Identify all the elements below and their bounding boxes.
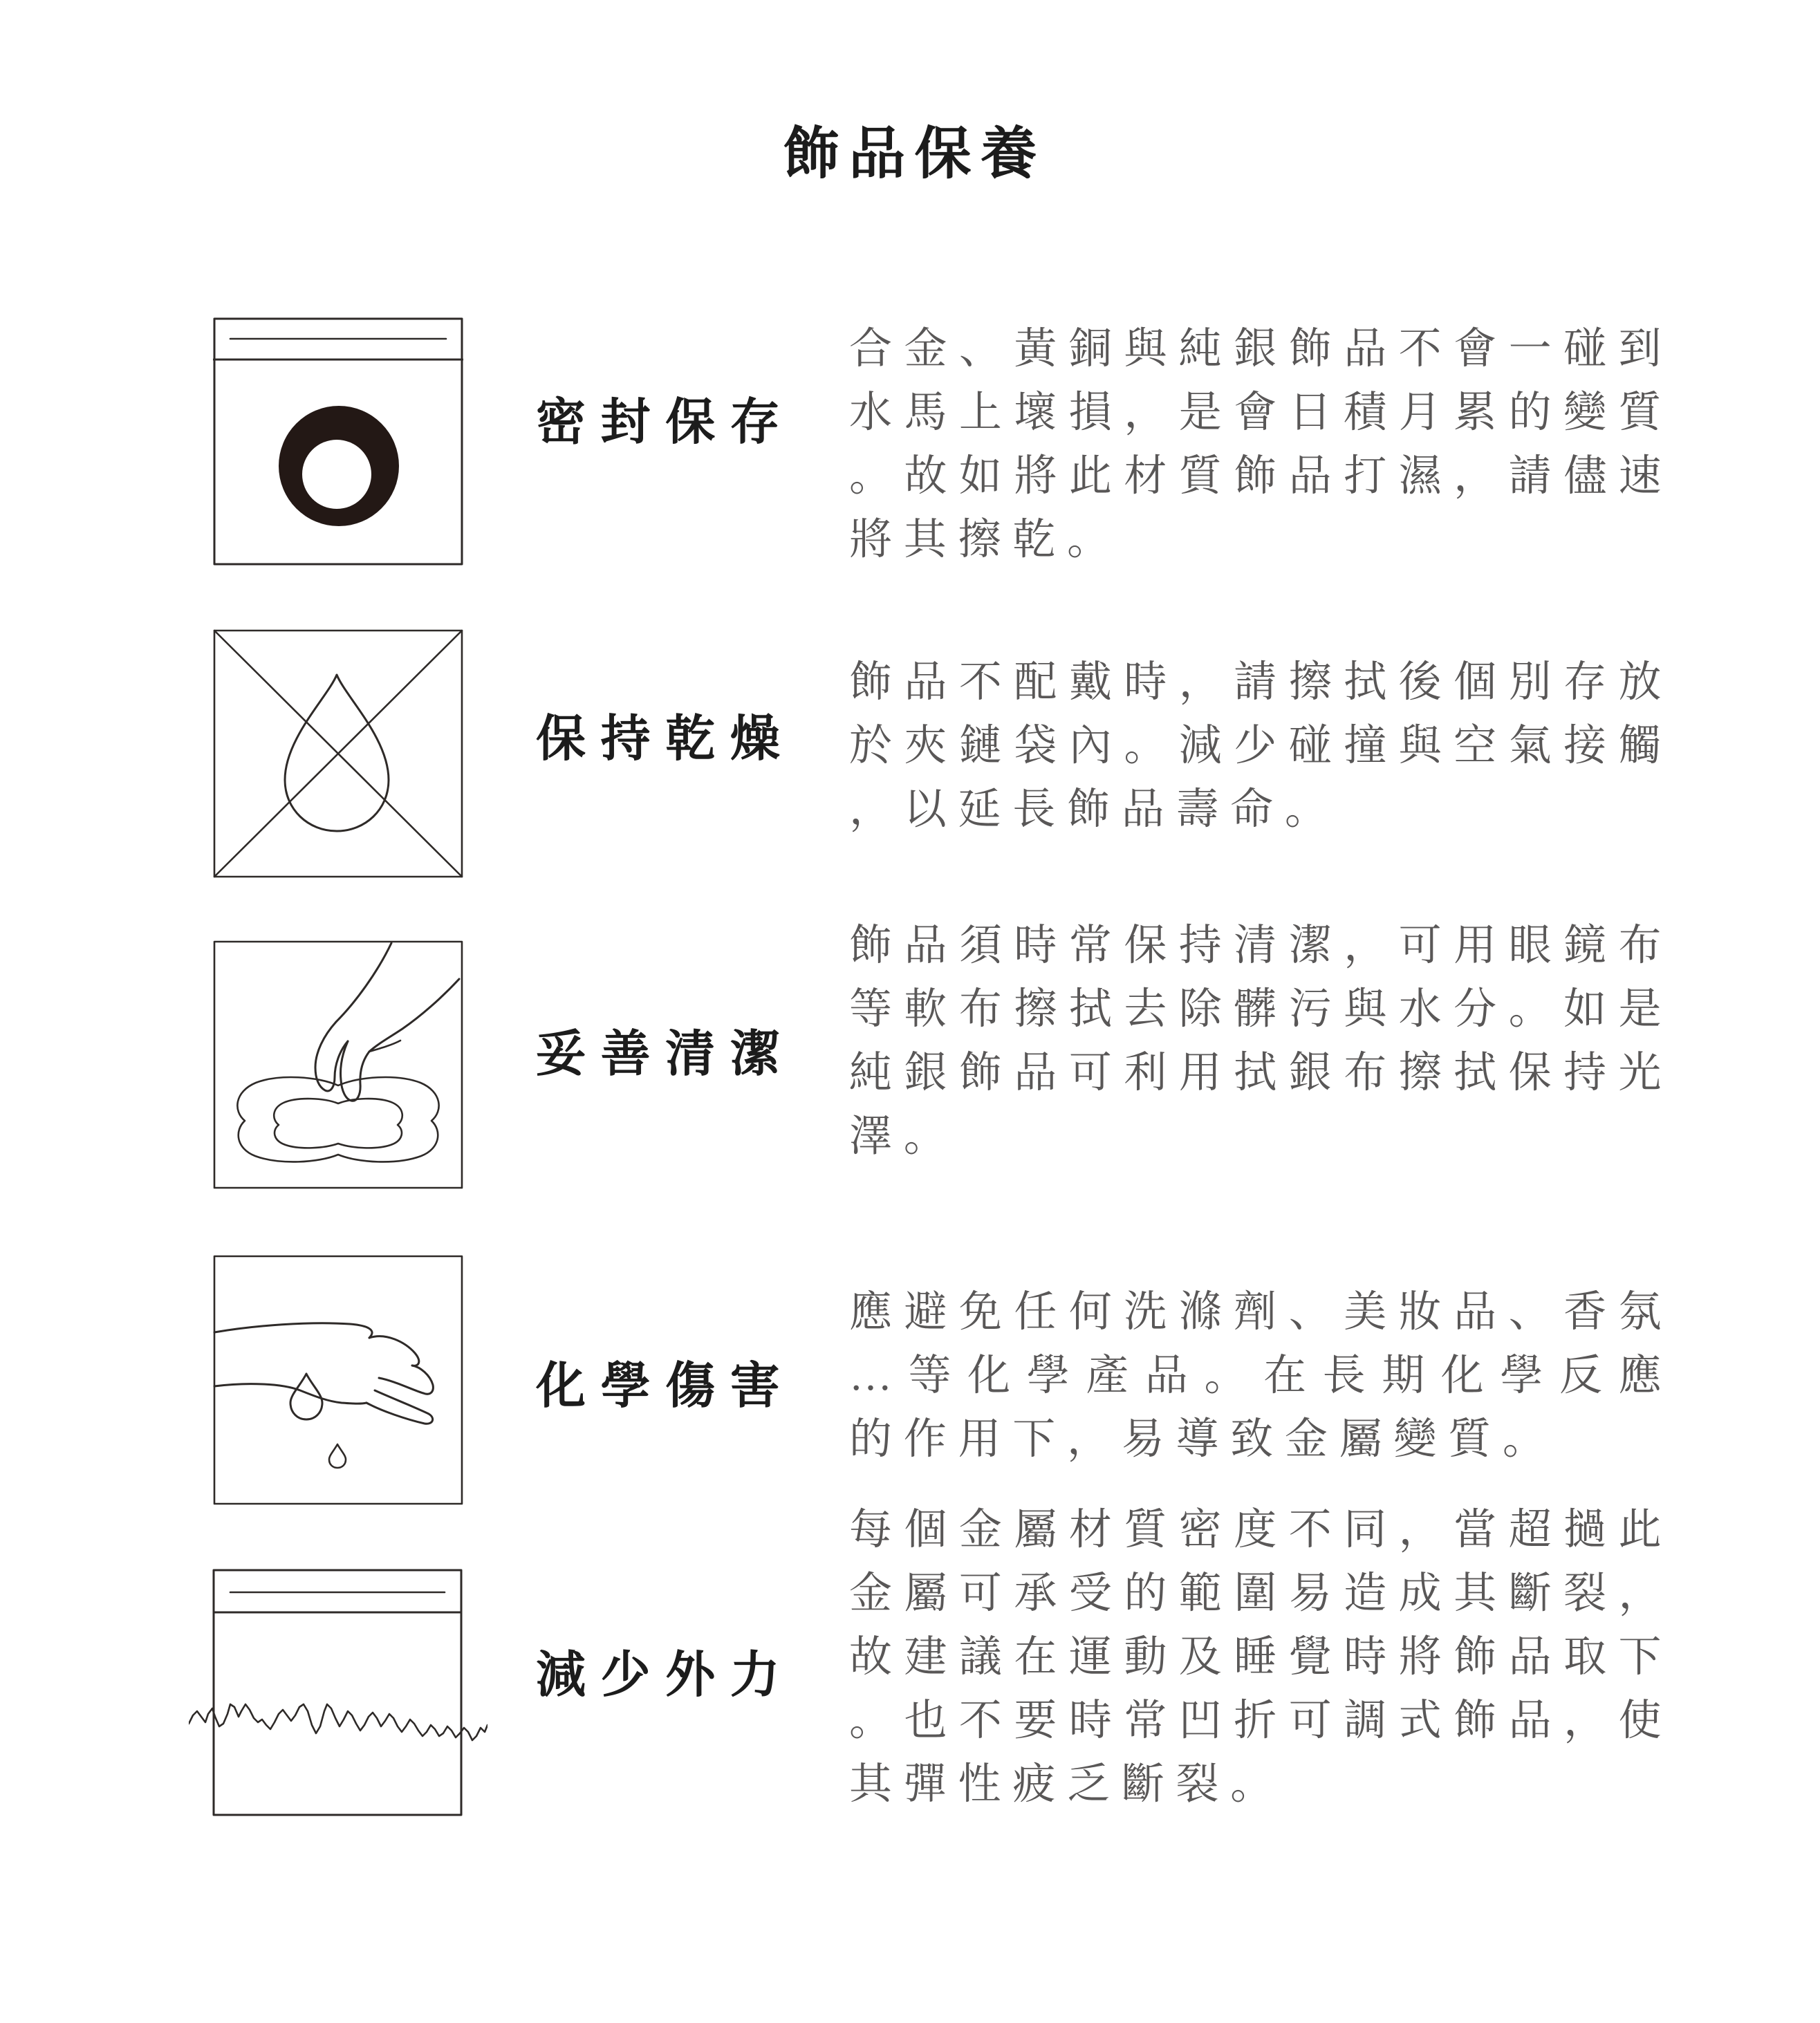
section-heading-keep-dry: 保持乾燥 (536, 711, 795, 767)
section-text-sealed-storage (849, 317, 1666, 572)
no-water-drop-icon (213, 629, 463, 878)
text-line: 的作用下，易導致金屬變質。 (849, 1416, 1557, 1463)
text-line: 金屬可承受的範圍易造成其斷裂， (849, 1570, 1666, 1617)
section-heading-sealed-storage: 密封保存 (536, 395, 795, 450)
text-line: …等化學產品。在長期化學反應 (849, 1352, 1666, 1399)
text-line: 。故如將此材質飾品打濕，請儘速 (849, 453, 1666, 500)
text-line: 。也不要時常凹折可調式飾品，使 (849, 1697, 1666, 1744)
zip-bag-shock-icon (189, 1569, 488, 1816)
section-text-keep-dry (849, 651, 1666, 841)
page-title: 飾品保養 (783, 122, 1046, 185)
text-line: ，以延長飾品壽命。 (849, 786, 1339, 833)
text-line: 飾品不配戴時，請擦拭後個別存放 (849, 659, 1666, 706)
text-line: 水馬上壞損，是會日積月累的變質 (849, 389, 1666, 436)
section-text-proper-cleaning (849, 914, 1666, 1168)
section-heading-reduce-force: 減少外力 (536, 1648, 795, 1703)
section-text-chemical-damage (849, 1280, 1666, 1471)
text-line: 純銀飾品可利用拭銀布擦拭保持光 (849, 1050, 1666, 1097)
text-line: 合金、黃銅與純銀飾品不會一碰到 (849, 326, 1666, 373)
text-line: 故建議在運動及睡覺時將飾品取下 (849, 1634, 1666, 1681)
hand-wiping-cloth-icon (213, 940, 463, 1189)
section-heading-chemical-damage: 化學傷害 (536, 1359, 795, 1414)
section-text-reduce-force (849, 1498, 1666, 1816)
zip-bag-ring-icon (213, 317, 463, 566)
text-line: 澤。 (849, 1113, 958, 1160)
text-line: 將其擦乾。 (849, 516, 1122, 563)
section-heading-proper-cleaning: 妥善清潔 (536, 1027, 795, 1082)
text-line: 等軟布擦拭去除髒污與水分。如是 (849, 986, 1666, 1033)
text-line: 每個金屬材質密度不同，當超撾此 (849, 1507, 1666, 1554)
text-line: 應避免任何洗滌劑、美妝品、香氛 (849, 1289, 1666, 1336)
hand-chemical-drop-icon (213, 1255, 463, 1505)
text-line: 於夾鏈袋內。減少碰撞與空氣接觸 (849, 722, 1666, 770)
text-line: 其彈性疲乏斷裂。 (849, 1761, 1285, 1808)
text-line: 飾品須時常保持清潔，可用眼鏡布 (849, 922, 1666, 969)
